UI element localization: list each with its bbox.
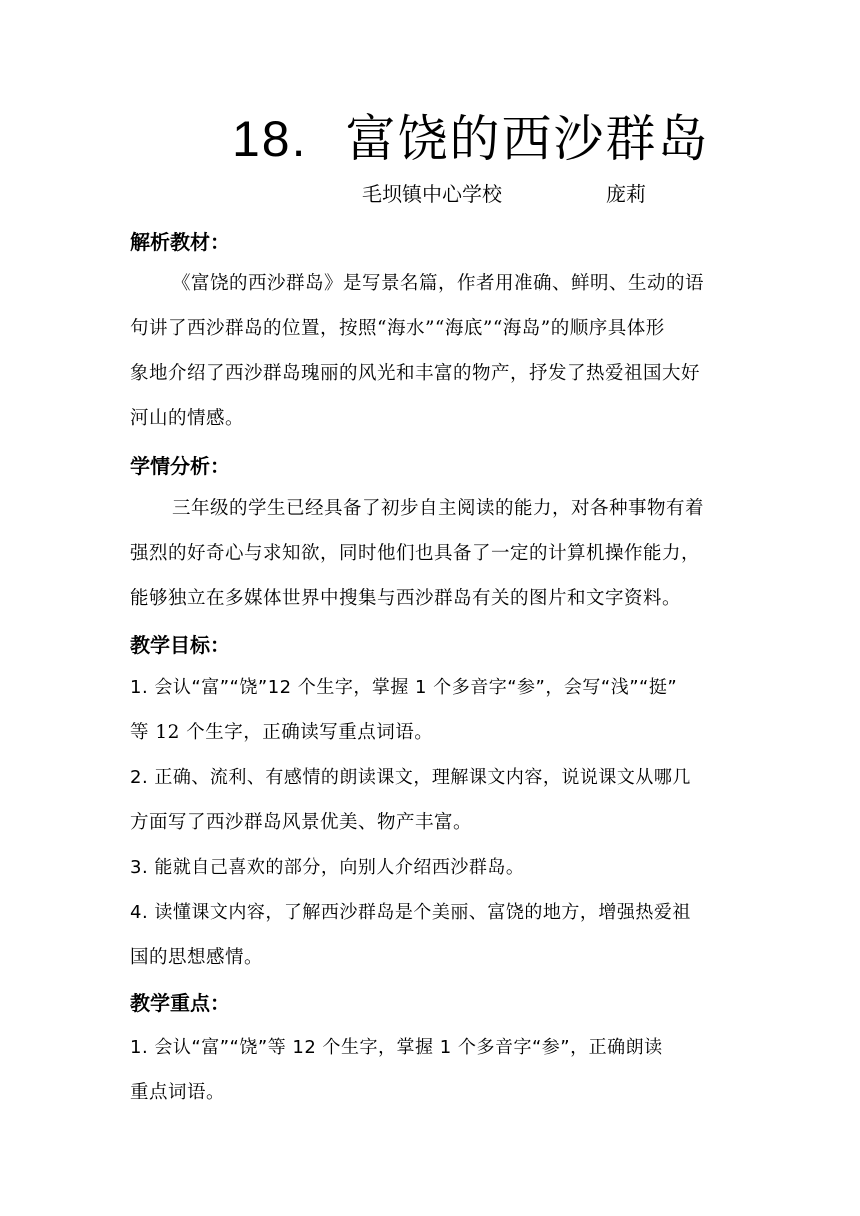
- paragraph-line: 《富饶的西沙群岛》是写景名篇，作者用准确、鲜明、生动的语: [172, 273, 705, 294]
- paragraph-line: 能够独立在多媒体世界中搜集与西沙群岛有关的图片和文字资料。: [130, 588, 682, 609]
- section-heading-students: 学情分析：: [130, 454, 230, 478]
- paragraph-line: 强烈的好奇心与求知欲，同时他们也具备了一定的计算机操作能力，: [130, 543, 701, 564]
- list-item-continuation: 方面写了西沙群岛风景优美、物产丰富。: [130, 812, 473, 833]
- paragraph-line: 三年级的学生已经具备了初步自主阅读的能力，对各种事物有着: [172, 498, 705, 519]
- author-name: 庞莉: [606, 182, 646, 206]
- section-heading-goals: 教学目标：: [130, 633, 230, 657]
- list-item: 1. 会认“富”“饶”等 12 个生字，掌握 1 个多音字“参”，正确朗读: [130, 1037, 663, 1058]
- list-item: 1. 会认“富”“饶”12 个生字，掌握 1 个多音字“参”，会写“浅”“挺”: [130, 677, 678, 698]
- title-text: 富饶的西沙群岛: [345, 110, 710, 168]
- paragraph-line: 象地介绍了西沙群岛瑰丽的风光和丰富的物产，抒发了热爱祖国大好: [130, 363, 701, 384]
- school-name: 毛坝镇中心学校: [362, 182, 502, 206]
- list-item: 3. 能就自己喜欢的部分，向别人介绍西沙群岛。: [130, 857, 525, 878]
- title-number: 18.: [232, 111, 308, 167]
- section-heading-focus: 教学重点：: [130, 991, 230, 1015]
- list-item: 4. 读懂课文内容，了解西沙群岛是个美丽、富饶的地方，增强热爱祖: [130, 902, 691, 923]
- document-title: [232, 108, 710, 170]
- list-item-continuation: 国的思想感情。: [130, 947, 264, 968]
- paragraph-line: 河山的情感。: [130, 408, 245, 429]
- list-item-continuation: 重点词语。: [130, 1082, 226, 1103]
- list-item-continuation: 等 12 个生字，正确读写重点词语。: [130, 722, 434, 743]
- paragraph-line: 句讲了西沙群岛的位置，按照“海水”“海底”“海岛”的顺序具体形: [130, 318, 665, 339]
- list-item: 2. 正确、流利、有感情的朗读课文，理解课文内容，说说课文从哪几: [130, 767, 691, 788]
- section-heading-analysis: 解析教材：: [130, 230, 230, 254]
